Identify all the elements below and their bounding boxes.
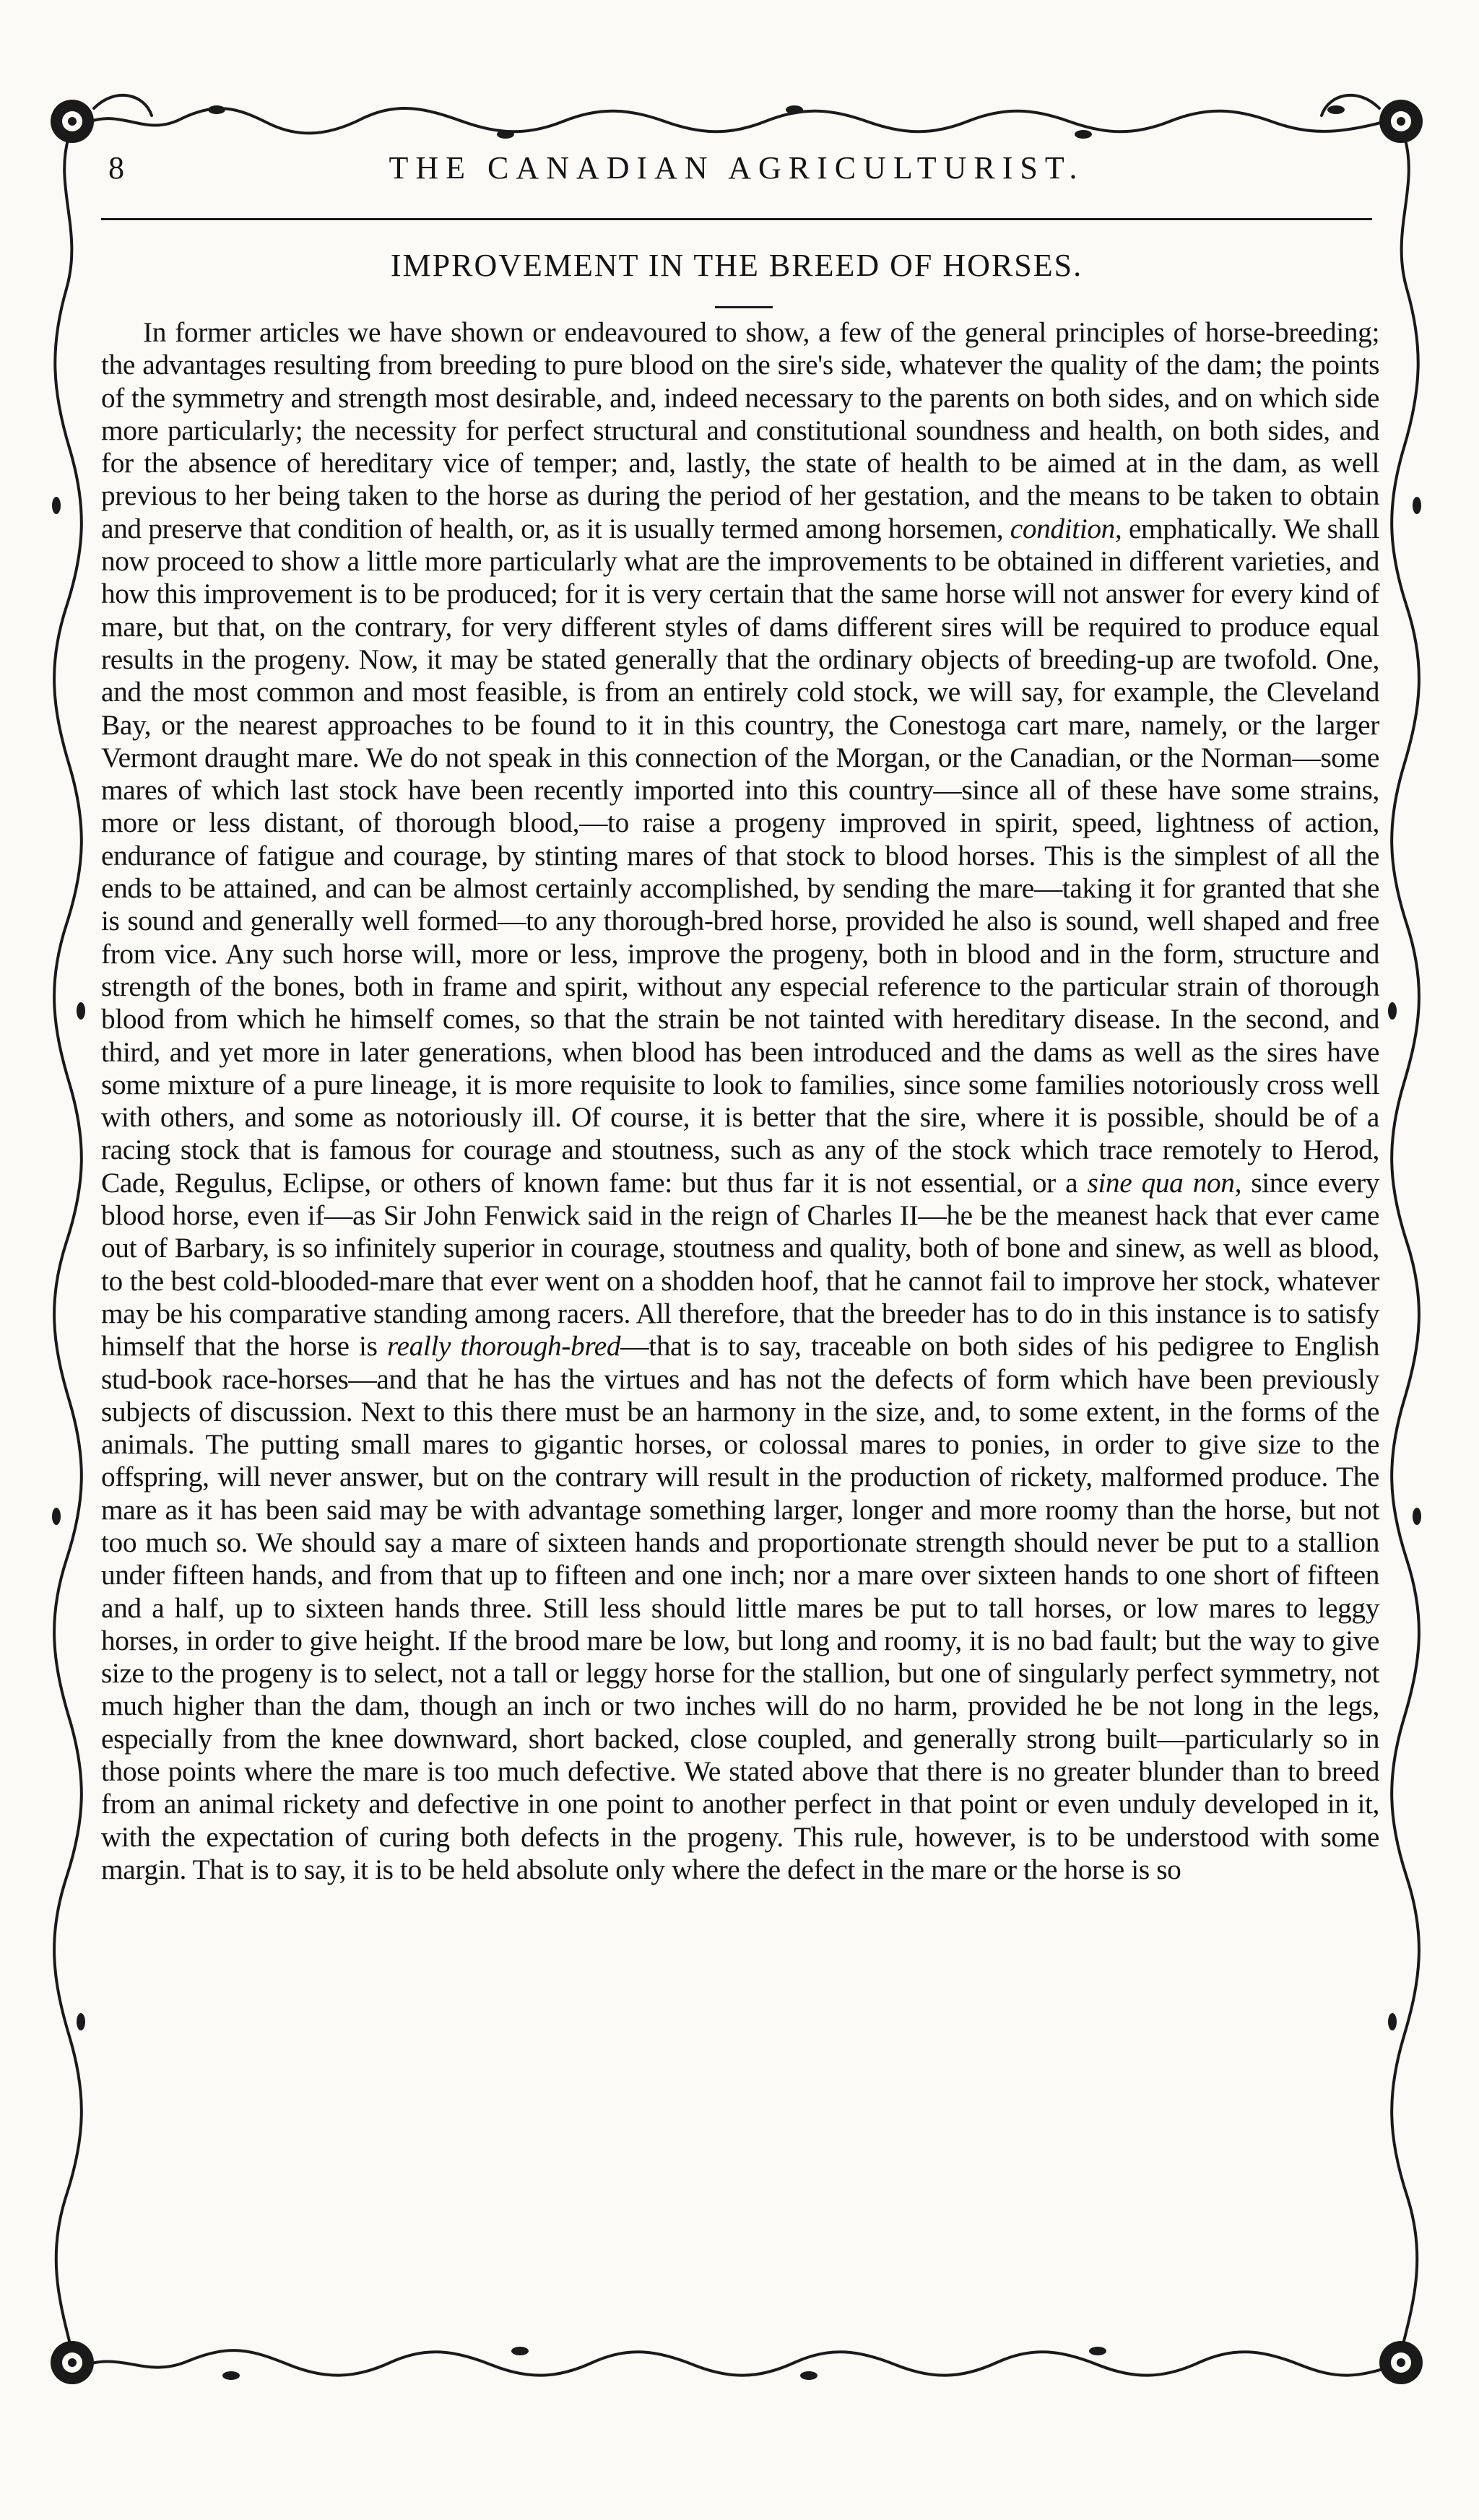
page-number: 8 <box>108 150 124 186</box>
header-rule <box>101 218 1372 220</box>
title-rule <box>715 306 773 308</box>
italic-sine-qua-non: sine qua non, <box>1087 1166 1242 1199</box>
running-header <box>94 143 1379 194</box>
italic-really-thorough-bred: really thorough-bred <box>387 1330 621 1363</box>
body-text-part-3: since every blood horse, even if—as Sir John Fenwick said in the reign of Charles II—he be the meanest hack that ever came out of Barbary, is so infinitely superior in courage, stoutness and quality, both of bone and sinew, as well as blood, to the best cold-blooded-mare that ever went on a shodden hoof, that he cannot fail to improve her stock, whatever may be his comparative standing among racers. All therefore, that the breeder has to do in this instance is to satisfy himself that the horse is <box>101 1166 1379 1363</box>
body-text-part-1: In former articles we have shown or endeavoured to show, a few of the general principles of horse-breeding; the advantages resulting from breeding to pure blood on the sire's side, whatever the quality of the dam; the points of the symmetry and strength most desirable, and, indeed necessary to the parents on both sides, and on which side more particularly; the necessity for perfect structural and constitutional soundness and health, on both sides, and for the absence of hereditary vice of temper; and, lastly, the state of health to be aimed at in the dam, as well previous to her being taken to the horse as during the period of her gestation, and the means to be taken to obtain and preserve that condition of health, or, as it is usually termed among horsemen, <box>101 316 1379 544</box>
body-text-part-2: emphatically. We shall now proceed to show a little more particularly what are the improvements to be obtained in different varieties, and how this improvement is to be produced; for it is very certain that the same horse will not answer for every kind of mare, but that, on the contrary, for very different styles of dams different sires will be required to produce equal results in the progeny. Now, it may be stated generally that the ordinary objects of breeding-up are twofold. One, and the most common and most feasible, is from an entirely cold stock, we will say, for example, the Cleveland Bay, or the nearest approaches to be found to it in this country, the Conestoga cart mare, namely, or the larger Vermont draught mare. We do not speak in this connection of the Morgan, or the Canadian, or the Norman—some mares of which last stock have been recently imported into this country—since all of these have some strains, more or less distant, of thorough blood,—to raise a progeny improved in spirit, speed, lightness of action, endurance of fatigue and courage, by stinting mares of that stock to blood horses. This is the simplest of all the ends to be attained, and can be almost certainly accomplished, by sending the mare—taking it for granted that she is sound and generally well formed—to any thorough-bred horse, provided he also is sound, well shaped and free from vice. Any such horse will, more or less, improve the progeny, both in blood and in the form, structure and strength of the bones, both in frame and spirit, without any especial reference to the particular strain of thorough blood from which he himself comes, so that the strain be not tainted with hereditary disease. In the second, and third, and yet more in later generations, when blood has been introduced and the dams as well as the sires have some mixture of a pure lineage, it is more requisite to look to families, since some families notoriously cross well with others, and some as notoriously ill. Of course, it is better that the sire, where it is possible, should be of a racing stock that is famous for courage and stoutness, such as any of the stock which trace remotely to Herod, Cade, Regulus, Eclipse, or others of known fame: but thus far it is not essential, or a <box>101 512 1379 1199</box>
body-text-part-4: —that is to say, traceable on both sides of his pedigree to English stud-book race-horses—and that he has the virtues and has not the defects of form which have been previously subjects of discussion. Next to this there must be an harmony in the size, and, to some extent, in the forms of the animals. The putting small mares to gigantic horses, or colossal mares to ponies, in order to give size to the offspring, will never answer, but on the contrary will result in the production of rickety, malformed produce. The mare as it has been said may be with advantage something larger, longer and more roomy than the horse, but not too much so. We should say a mare of sixteen hands and proportionate strength should never be put to a stallion under fifteen hands, and from that up to fifteen and one inch; nor a mare over sixteen hands to one short of fifteen and a half, up to sixteen hands three. Still less should little mares be put to tall horses, or low mares to leggy horses, in order to give height. If the brood mare be low, but long and roomy, it is no bad fault; but the way to give size to the progeny is to select, not a tall or leggy horse for the stallion, but one of singularly perfect symmetry, not much higher than the dam, though an inch or two inches will do no harm, provided he be not long in the legs, especially from the knee downward, short backed, close coupled, and generally strong built—particularly so in those points where the mare is too much defective. We stated above that there is no greater blunder than to breed from an animal rickety and defective in one point to another perfect in that point or even unduly developed in it, with the expectation of curing both defects in the progeny. This rule, however, is to be understood with some margin. That is to say, it is to be held absolute only where the defect in the mare or the horse is so <box>101 1330 1379 1885</box>
italic-condition: condition, <box>1010 512 1122 544</box>
article-body <box>101 316 1379 1886</box>
article-title: IMPROVEMENT IN THE BREED OF HORSES. <box>390 248 1083 283</box>
journal-title: THE CANADIAN AGRICULTURIST. <box>389 150 1085 186</box>
